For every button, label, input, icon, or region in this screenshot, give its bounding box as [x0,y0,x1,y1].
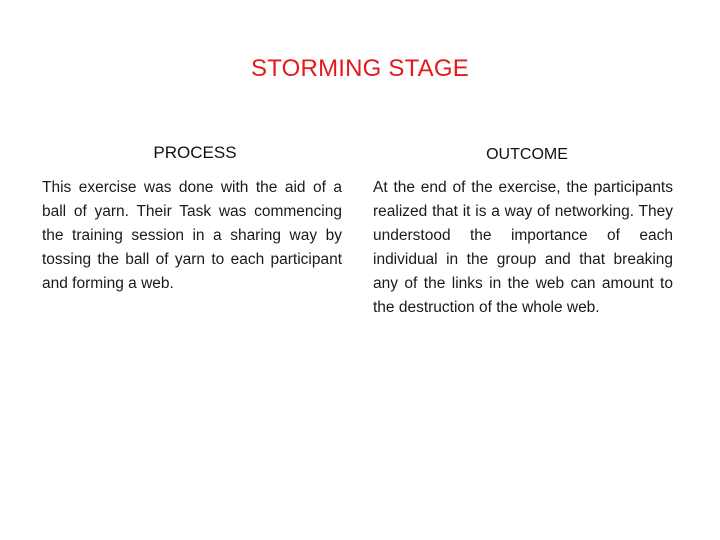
outcome-description: At the end of the exercise, the participants realized that it is a way of networking. They understood the importance of each individual in the group and that breaking any of the links in the web can amount to the destruction of the whole web. [373,179,673,316]
outcome-heading: OUTCOME [486,146,568,163]
process-heading: PROCESS [153,143,237,162]
process-description: This exercise was done with the aid of a ball of yarn. Their Task was commencing the training session in a sharing way by tossing the ball of yarn to each participant and forming a web. [42,179,342,292]
slide-title: STORMING STAGE [251,55,469,82]
